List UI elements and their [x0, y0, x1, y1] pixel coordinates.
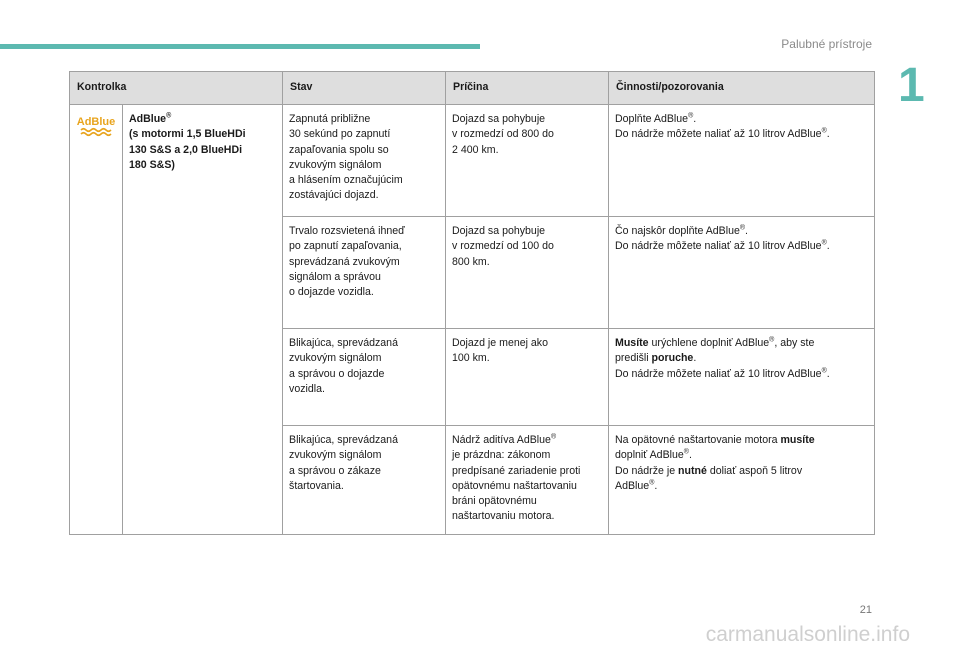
header-kontrolka: Kontrolka: [70, 72, 283, 105]
stav-cell: Blikajúca, sprevádzaná zvukovým signálom a správou o zákaze štartovania.: [283, 426, 446, 535]
indicator-desc: (s motormi 1,5 BlueHDi: [129, 128, 246, 141]
cinnost-cell: Doplňte AdBlue®. Do nádrže môžete naliať až 10 litrov AdBlue®.: [609, 105, 875, 217]
table-row: [70, 105, 875, 217]
cinnost-cell: Čo najskôr doplňte AdBlue®. Do nádrže môžete naliať až 10 litrov AdBlue®.: [609, 217, 875, 329]
watermark: carmanualsonline.info: [705, 623, 910, 646]
pricina-cell: Dojazd sa pohybuje v rozmedzí od 100 do 800 km.: [446, 217, 609, 329]
icon-cell: [70, 105, 123, 535]
stav-cell: Zapnutá približne 30 sekúnd po zapnutí zapaľovania spolu so zvukovým signálom a hlásením označujúcim zostávajúci dojazd.: [283, 105, 446, 217]
indicator-name: AdBlue: [129, 113, 167, 125]
header-pricina: Príčina: [446, 72, 609, 105]
chapter-number: 1: [898, 59, 925, 112]
header-stav: Stav: [283, 72, 446, 105]
indicator-name-cell: AdBlue® (s motormi 1,5 BlueHDi 130 S&S a 2,0 BlueHDi 180 S&S): [123, 105, 283, 535]
cinnost-cell: Musíte urýchlene doplniť AdBlue®, aby ste predišli poruche. Do nádrže môžete naliať až 10 litrov AdBlue®.: [609, 329, 875, 426]
page-number: 21: [859, 604, 872, 616]
header-cinnosti: Činnosti/pozorovania: [609, 72, 875, 105]
adblue-icon-text: AdBlue: [77, 116, 115, 128]
table-header-row: [70, 72, 875, 105]
adblue-icon: [77, 113, 115, 139]
stav-cell: Blikajúca, sprevádzaná zvukovým signálom a správou o dojazde vozidla.: [283, 329, 446, 426]
pricina-cell: Dojazd sa pohybuje v rozmedzí od 800 do 2 400 km.: [446, 105, 609, 217]
pricina-cell: Dojazd je menej ako 100 km.: [446, 329, 609, 426]
section-title: Palubné prístroje: [781, 37, 872, 51]
cinnost-cell: Na opätovné naštartovanie motora musíte doplniť AdBlue®. Do nádrže je nutné doliať aspoň 5 litrov AdBlue®.: [609, 426, 875, 535]
accent-bar: [0, 44, 480, 49]
stav-cell: Trvalo rozsvietená ihneď po zapnutí zapaľovania, sprevádzaná zvukovým signálom a správou o dojazde vozidla.: [283, 217, 446, 329]
pricina-cell: Nádrž aditíva AdBlue® je prázdna: zákonom predpísané zariadenie proti opätovnému naštartovaniu bráni opätovnému naštartovaniu motora.: [446, 426, 609, 535]
indicator-table: [69, 71, 875, 535]
